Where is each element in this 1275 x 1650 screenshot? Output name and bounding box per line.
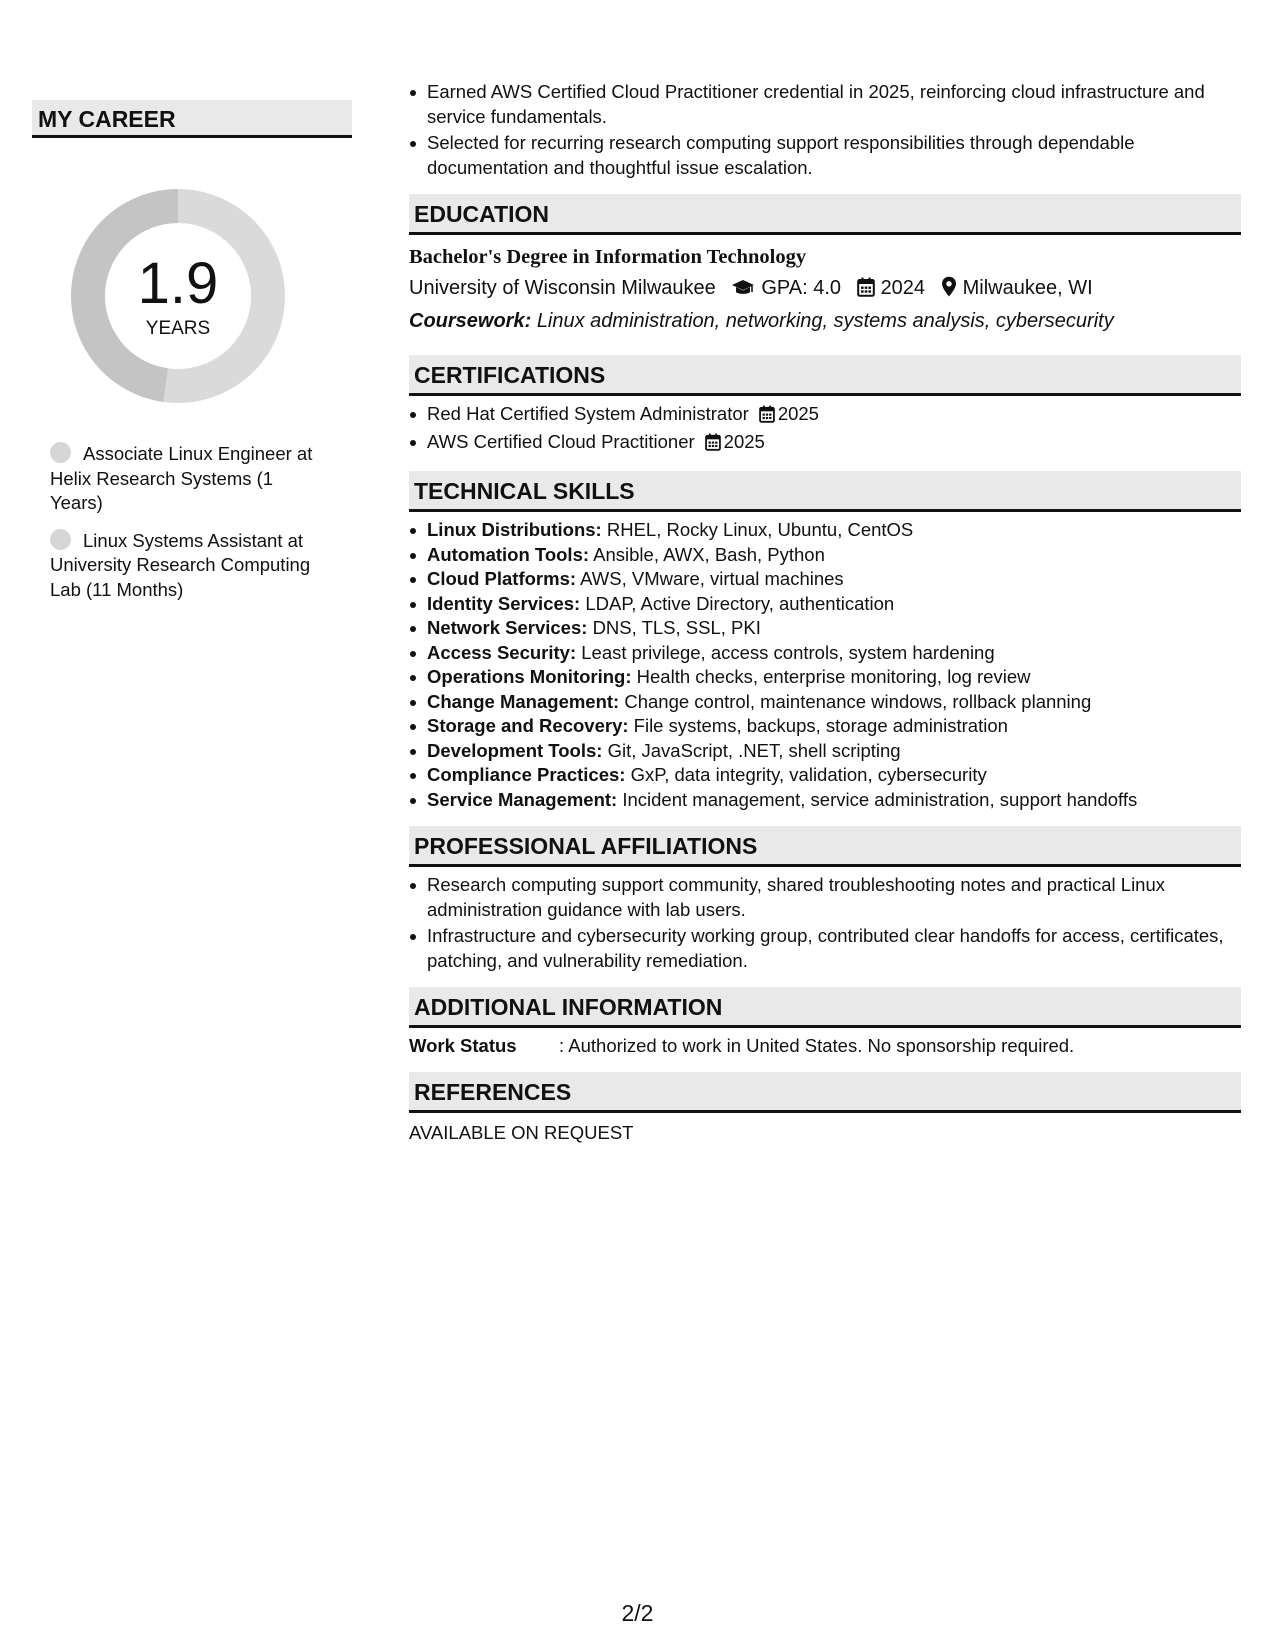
certification-name: AWS Certified Cloud Practitioner [427,430,695,452]
education-heading: EDUCATION [409,194,1241,235]
career-item-label: Linux Systems Assistant at University Research Computing Lab (11 Months) [50,529,311,600]
skill-value: RHEL, Rocky Linux, Ubuntu, CentOS [606,519,914,540]
career-total-value: 1.9 [137,251,219,316]
skill-item [409,616,1241,641]
skill-label: Access Security: [427,641,577,663]
career-total-unit: YEARS [145,318,211,339]
skill-value: File systems, backups, storage administration [633,715,1008,736]
calendar-icon [759,405,775,430]
skill-item [409,665,1241,690]
experience-bullet: Selected for recurring research computing support responsibilities through dependable documentation and thoughtful issue escalation. [409,131,1241,180]
skill-label: Automation Tools: [427,543,590,565]
certification-year: 2025 [723,430,765,452]
skill-label: Development Tools: [427,739,603,761]
education-year: 2024 [880,277,926,299]
skills-list [409,518,1241,812]
calendar-icon [705,433,721,458]
education-degree: Bachelor's Degree in Information Technology [409,246,807,268]
certification-year: 2025 [777,403,819,424]
skill-label: Identity Services: [427,592,581,614]
references-heading: REFERENCES [409,1072,1241,1113]
certification-item [409,430,1241,458]
skill-item [409,518,1241,543]
skill-item [409,763,1241,788]
page-number: 2/2 [621,1600,654,1626]
certification-item [409,402,1241,430]
education-gpa: GPA: 4.0 [761,277,841,299]
skill-item [409,641,1241,666]
education-school: University of Wisconsin Milwaukee [409,277,716,299]
map-pin-icon [941,276,957,306]
career-sidebar [32,100,352,600]
skill-item [409,690,1241,715]
skill-item [409,567,1241,592]
career-item-label: Associate Linux Engineer at Helix Research Systems (1 Years) [50,443,313,513]
coursework-label: Coursework: [409,310,532,332]
skill-item [409,543,1241,568]
career-total [66,184,290,408]
skill-label: Compliance Practices: [427,764,626,785]
skill-label: Network Services: [427,617,588,638]
skill-value: Health checks, enterprise monitoring, log review [636,666,1031,687]
skill-value: AWS, VMware, virtual machines [580,568,844,589]
education-meta [409,273,1241,306]
career-item [50,442,320,516]
additional-info-heading: ADDITIONAL INFORMATION [409,987,1241,1028]
skill-value: Ansible, AWX, Bash, Python [593,543,825,565]
affiliation-item: Infrastructure and cybersecurity working group, contributed clear handoffs for access, certificates, patching, and vulnerability remediation. [409,924,1241,973]
references-text: AVAILABLE ON REQUEST [409,1122,634,1143]
skills-heading: TECHNICAL SKILLS [409,471,1241,512]
work-status-row [409,1034,1241,1058]
skill-value: Least privilege, access controls, system hardening [581,641,995,663]
skill-value: LDAP, Active Directory, authentication [585,592,895,614]
certifications-list [409,402,1241,457]
certifications-heading: CERTIFICATIONS [409,355,1241,396]
skill-label: Cloud Platforms: [427,568,577,589]
education-location: Milwaukee, WI [962,277,1093,299]
legend-dot-icon [50,442,71,463]
skill-value: Incident management, service administration, support handoffs [622,788,1138,810]
skill-label: Service Management: [427,788,618,810]
career-list [50,442,320,615]
skill-value: Git, JavaScript, .NET, shell scripting [607,739,901,761]
career-donut-chart [66,184,290,408]
career-heading: MY CAREER [32,100,352,138]
experience-bullets [409,80,1241,180]
skill-value: DNS, TLS, SSL, PKI [592,617,761,638]
affiliations-heading: PROFESSIONAL AFFILIATIONS [409,826,1241,867]
skill-item [409,592,1241,617]
skill-label: Linux Distributions: [427,519,602,540]
skill-item [409,714,1241,739]
coursework-text: Linux administration, networking, systems analysis, cybersecurity [536,310,1114,332]
experience-bullet: Earned AWS Certified Cloud Practitioner credential in 2025, reinforcing cloud infrastructure and service fundamentals. [409,80,1241,129]
affiliations-list [409,873,1241,973]
calendar-icon [857,276,875,306]
skill-label: Operations Monitoring: [427,666,632,687]
skill-item [409,788,1241,813]
skill-value: Change control, maintenance windows, rollback planning [624,690,1092,712]
legend-dot-icon [50,529,71,550]
skill-item [409,739,1241,764]
certification-name: Red Hat Certified System Administrator [427,403,749,424]
education-coursework [409,306,1241,336]
skill-label: Storage and Recovery: [427,715,629,736]
skill-value: GxP, data integrity, validation, cybersecurity [630,764,987,785]
work-status-label: Work Status [409,1035,517,1056]
graduation-cap-icon [731,276,755,306]
skill-label: Change Management: [427,690,620,712]
main-column [409,80,1241,1145]
career-item [50,529,320,603]
work-status-value: : Authorized to work in United States. No sponsorship required. [559,1035,1075,1056]
affiliation-item: Research computing support community, shared troubleshooting notes and practical Linux administration guidance with lab users. [409,873,1241,922]
